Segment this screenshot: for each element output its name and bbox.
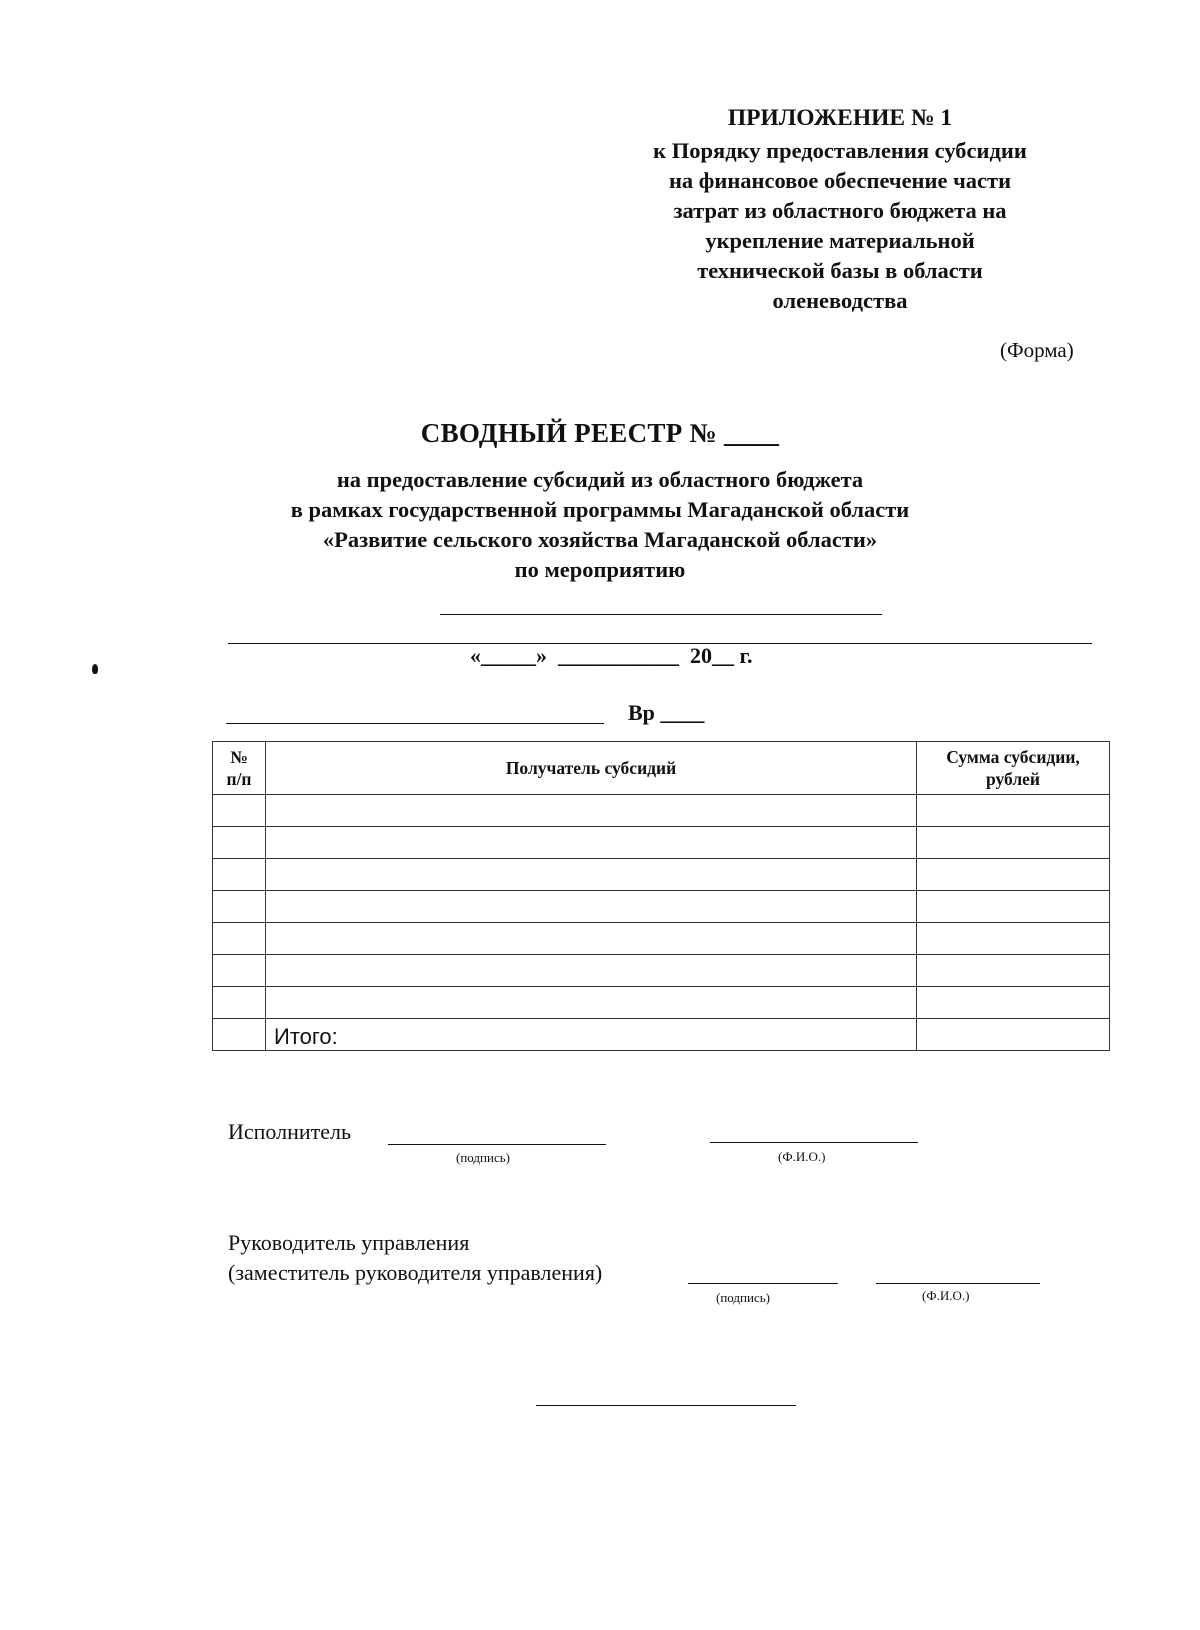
form-label: (Форма) [1000,338,1074,362]
cell-recipient[interactable] [266,891,917,923]
cell-recipient[interactable] [266,987,917,1019]
header-recipient: Получатель субсидий [266,742,917,795]
executor-name-line[interactable] [710,1142,918,1143]
cell-amount[interactable] [917,987,1110,1019]
table-row [213,859,1110,891]
cell-amount[interactable] [917,955,1110,987]
table-total-row [213,1019,1110,1051]
cell-number[interactable] [213,923,266,955]
appendix-line: технической базы в области [697,258,983,283]
header-amount: Сумма субсидии, рублей [917,742,1110,795]
total-label: Итого: [266,1019,917,1051]
registry-subtitle-line: в рамках государственной программы Магаданской области [290,497,910,522]
head-signature-caption: (подпись) [716,1290,770,1305]
head-signature-line[interactable] [688,1283,838,1284]
executor-signature-line[interactable] [388,1144,606,1145]
registry-title: СВОДНЫЙ РЕЕСТР № ____ [420,418,780,448]
executor-name-caption: (Ф.И.О.) [778,1149,826,1164]
table-header-row [213,742,1110,795]
executor-label: Исполнитель [228,1119,352,1144]
event-blank-line[interactable] [440,614,882,615]
total-amount-cell[interactable] [917,1019,1110,1051]
registry-subtitle-line: «Развитие сельского хозяйства Магаданской области» [322,527,878,552]
cell-recipient[interactable] [266,795,917,827]
cell-number[interactable] [213,827,266,859]
table-row [213,891,1110,923]
appendix-line: затрат из областного бюджета на [673,198,1007,223]
appendix-line: на финансовое обеспечение части [668,168,1012,193]
vr-label[interactable]: Вр ____ [628,700,705,725]
cell-number[interactable] [213,859,266,891]
registry-subtitle [230,465,970,585]
cell-number[interactable] [213,987,266,1019]
registry-table [212,741,1110,1051]
registry-subtitle-line: на предоставление субсидий из областного бюджета [336,467,864,492]
cell-amount[interactable] [917,923,1110,955]
head-name-caption: (Ф.И.О.) [922,1288,970,1303]
table-row [213,795,1110,827]
table-row [213,987,1110,1019]
table-row [213,923,1110,955]
head-name-line[interactable] [876,1283,1040,1284]
bottom-line [536,1405,796,1406]
cell-recipient[interactable] [266,923,917,955]
appendix-line: к Порядку предоставления субсидии [653,138,1027,163]
registry-subtitle-line: по мероприятию [514,557,686,582]
table-row [213,827,1110,859]
appendix-line: укрепление материальной [705,228,975,253]
cell-number[interactable] [213,955,266,987]
header-number: № п/п [213,742,266,795]
cell-number[interactable] [213,795,266,827]
cell-amount[interactable] [917,859,1110,891]
scan-mark [92,664,98,674]
department-blank-line[interactable] [226,723,604,724]
appendix-line: оленеводства [772,288,908,313]
appendix-header [600,103,1080,316]
executor-signature-caption: (подпись) [456,1150,510,1165]
table-row [213,955,1110,987]
cell-recipient[interactable] [266,955,917,987]
cell-number[interactable] [213,1019,266,1051]
cell-recipient[interactable] [266,827,917,859]
cell-amount[interactable] [917,795,1110,827]
cell-recipient[interactable] [266,859,917,891]
head-label: Руководитель управления [228,1230,470,1255]
appendix-title: ПРИЛОЖЕНИЕ № 1 [727,105,953,131]
date-line[interactable]: «_____» ___________ 20__ г. [470,643,753,668]
head-label-deputy: (заместитель руководителя управления) [228,1260,603,1285]
cell-amount[interactable] [917,891,1110,923]
cell-number[interactable] [213,891,266,923]
cell-amount[interactable] [917,827,1110,859]
